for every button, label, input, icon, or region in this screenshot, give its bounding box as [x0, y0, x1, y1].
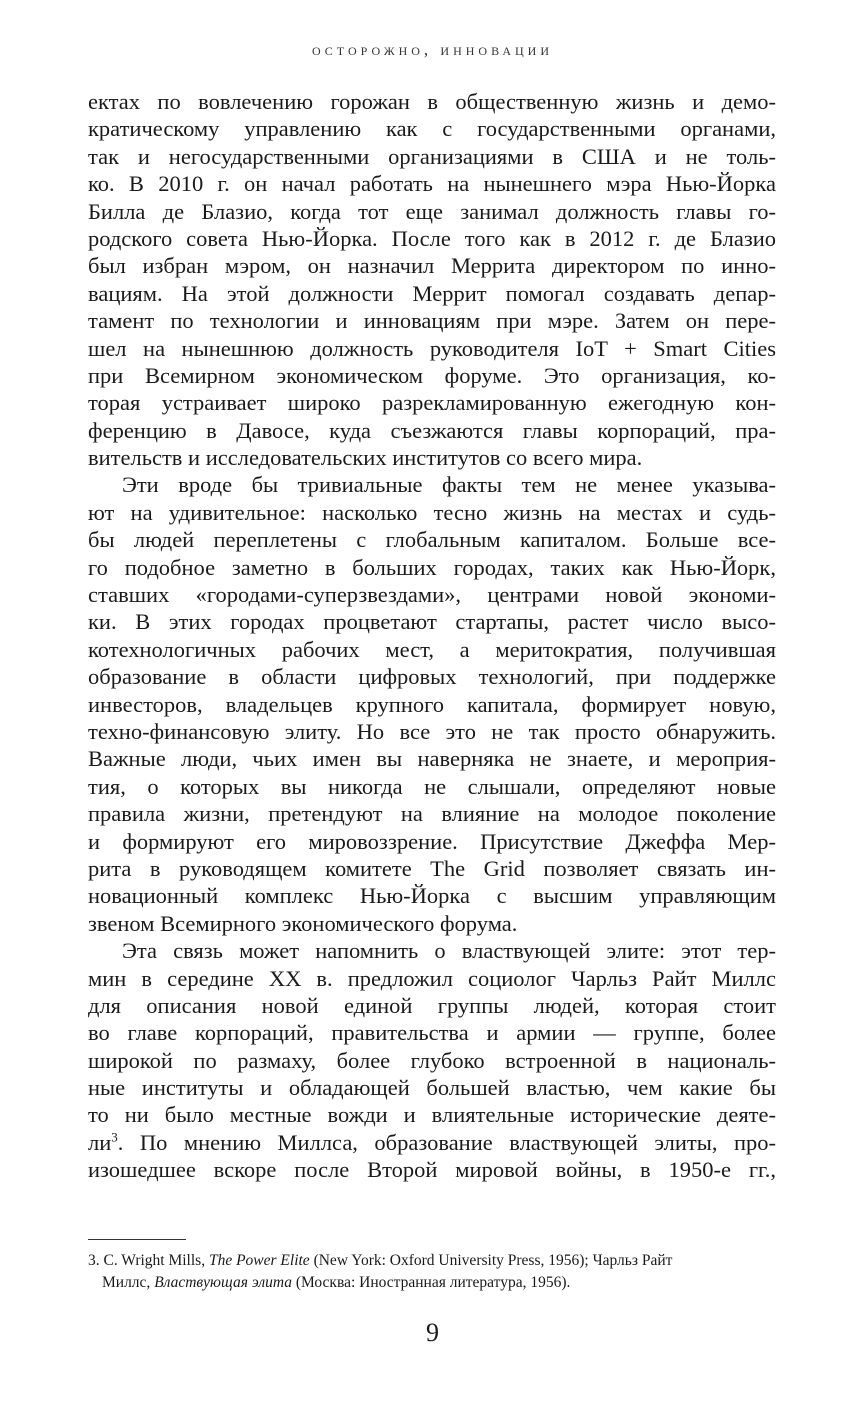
text-line: и формируют его мировоззрение. Присутствие Джеффа Мер- — [88, 828, 776, 854]
footnote-line — [88, 1272, 776, 1294]
text-line: во главе корпораций, правительства и армии — группе, более — [88, 1020, 776, 1046]
text-line: вациям. На этой должности Меррит помогал создавать депар- — [88, 280, 776, 306]
text-line: новационный комплекс Нью-Йорка с высшим управляющим — [88, 883, 776, 909]
text-line: ставших «городами-суперзвездами», центрами новой экономи- — [88, 582, 776, 608]
page-number: 9 — [426, 1318, 439, 1347]
text-line: шел на нынешнюю должность руководителя IoT + Smart Cities — [88, 335, 776, 361]
text-line: мин в середине XX в. предложил социолог Чарльз Райт Миллс — [88, 965, 776, 991]
text-line: правила жизни, претендуют на влияние на молодое поколение — [88, 801, 776, 827]
text-line: ки. В этих городах процветают стартапы, растет число высо- — [88, 609, 776, 635]
text-line: техно-финансовую элиту. Но все это не так просто обнаружить. — [88, 718, 776, 744]
footnote-text: (Москва: Иностранная литература, 1956). — [295, 1274, 571, 1291]
text-fragment: ли — [88, 1129, 112, 1155]
footnote-ref[interactable]: 3 — [111, 1129, 118, 1145]
text-line: тамент по технологии и инновациям при мэре. Затем он пере- — [88, 308, 776, 334]
text-line: родского совета Нью-Йорка. После того как в 2012 г. де Блазио — [88, 225, 776, 251]
text-line: торая устраивает широко разрекламированную ежегодную кон- — [88, 390, 776, 416]
footnote-text: Миллс, — [102, 1274, 151, 1291]
text-line: го подобное заметно в больших городах, таких как Нью-Йорк, — [88, 554, 776, 580]
text-line: так и негосударственными организациями в США и не толь- — [88, 143, 776, 169]
text-line: тия, о которых вы никогда не слышали, определяют новые — [88, 773, 776, 799]
text-line: кратическому управлению как с государственными органами, — [88, 116, 776, 142]
footnote-title-ru: Властвующая элита — [154, 1274, 292, 1291]
text-line: ференцию в Давосе, куда съезжаются главы корпораций, пра- — [88, 417, 776, 443]
text-line: котехнологичных рабочих мест, а меритократия, получившая — [88, 636, 776, 662]
text-line: Эта связь может напомнить о властвующей элите: этот тер- — [122, 938, 776, 964]
text-line: при Всемирном экономическом форуме. Это организация, ко- — [88, 362, 776, 388]
text-fragment: По мнению Миллса, образование властвующей элиты, про- — [139, 1129, 776, 1155]
footnote-number: 3. — [88, 1252, 100, 1269]
text-line: бы людей переплетены с глобальным капиталом. Больше все- — [88, 527, 776, 553]
text-line: ко. В 2010 г. он начал работать на нынешнего мэра Нью-Йорка — [88, 171, 776, 197]
text-line: ные институты и обладающей большей властью, чем какие бы — [88, 1075, 776, 1101]
footnote — [88, 1250, 776, 1294]
body-text — [88, 88, 776, 1184]
text-line: изошедшее вскоре после Второй мировой войны, в 1950-е гг., — [88, 1157, 776, 1183]
footnote-text: (New York: Oxford University Press, 1956); Чарльз Райт — [313, 1252, 673, 1269]
text-line: для описания новой единой группы людей, которая стоит — [88, 992, 776, 1018]
text-line: звеном Всемирного экономического форума. — [88, 910, 518, 936]
text-line: был избран мэром, он назначил Меррита директором по инно- — [88, 253, 776, 279]
running-head: осторожно, инновации — [311, 40, 553, 59]
text-line: Эти вроде бы тривиальные факты тем не менее указыва- — [122, 472, 776, 498]
text-line: рита в руководящем комитете The Grid позволяет связать ин- — [88, 855, 776, 881]
text-line-with-footnote-ref: $ли^3$. По мнению Миллса, образование властвующей элиты, про- — [88, 1129, 776, 1155]
text-line: ют на удивительное: насколько тесно жизнь на местах и судь- — [88, 499, 776, 525]
footnote-title-en: The Power Elite — [208, 1252, 310, 1269]
footnote-divider — [88, 1239, 186, 1240]
text-line: образование в области цифровых технологий, при поддержке — [88, 664, 776, 690]
text-line: ектах по вовлечению горожан в общественную жизнь и демо- — [88, 89, 776, 114]
text-line: Важные люди, чьих имен вы наверняка не знаете, и мероприя- — [88, 746, 776, 772]
text-line: вительств и исследовательских институтов со всего мира. — [88, 445, 643, 471]
text-line: Билла де Блазио, когда тот еще занимал должность главы го- — [88, 198, 776, 224]
footnote-line — [88, 1250, 776, 1272]
text-line: инвесторов, владельцев крупного капитала, формирует новую, — [88, 691, 776, 717]
footnote-text: C. Wright Mills, — [103, 1252, 206, 1269]
text-line: то ни было местные вожди и влиятельные исторические деяте- — [88, 1102, 776, 1128]
text-line: широкой по размаху, более глубоко встроенной в националь- — [88, 1047, 776, 1073]
